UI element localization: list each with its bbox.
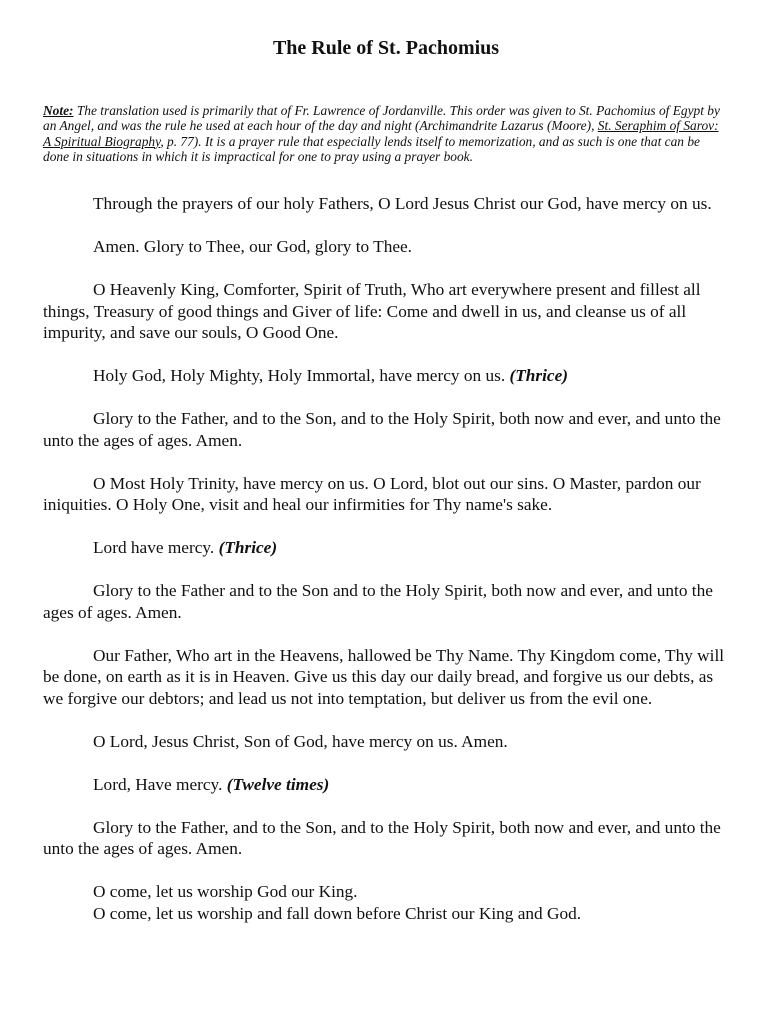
prayer-text: O Most Holy Trinity, have mercy on us. O Lord, blot out our sins. O Master, pardon our iniquities. O Holy One, visit and heal our infirmities for Thy name's sake.	[43, 473, 701, 515]
translation-note	[43, 103, 729, 164]
rubric: (Twelve times)	[226, 774, 330, 794]
note-label: Note:	[43, 103, 74, 118]
prayer-paragraph	[43, 774, 729, 796]
prayer-paragraph	[43, 365, 729, 387]
document-page	[43, 36, 729, 924]
prayer-paragraph	[43, 236, 729, 258]
prayer-text: Holy God, Holy Mighty, Holy Immortal, have mercy on us.	[93, 366, 510, 386]
prayer-paragraph	[43, 731, 729, 753]
prayer-paragraph	[43, 408, 729, 451]
prayer-text: O Lord, Jesus Christ, Son of God, have mercy on us. Amen.	[93, 731, 508, 751]
rubric: (Thrice)	[218, 538, 278, 558]
prayer-text: Through the prayers of our holy Fathers, O Lord Jesus Christ our God, have mercy on us.	[93, 194, 712, 214]
prayer-paragraph	[43, 279, 729, 344]
prayer-text: Glory to the Father, and to the Son, and to the Holy Spirit, both now and ever, and unto the unto the ages of ages. Amen.	[43, 817, 721, 859]
prayer-text: Our Father, Who art in the Heavens, hallowed be Thy Name. Thy Kingdom come, Thy will be done, on earth as it is in Heaven. Give us this day our daily bread, and forgive us our debts, as we forgive our debtors; and lead us not into temptation, but deliver us from the evil one.	[43, 645, 725, 708]
prayer-text: Amen. Glory to Thee, our God, glory to Thee.	[93, 237, 413, 257]
prayer-text: Glory to the Father, and to the Son, and to the Holy Spirit, both now and ever, and unto the unto the ages of ages. Amen.	[43, 409, 721, 450]
prayer-paragraph	[43, 473, 729, 516]
note-text-before-book: The translation used is primarily that of Fr. Lawrence of Jordanville. This order was given to St. Pachomius of Egypt by an Angel, and was the rule he used at each hour of the day and night (Archimandrite Lazarus (Moore),	[43, 103, 720, 134]
prayer-text: Lord, Have mercy.	[93, 774, 227, 794]
prayer-text: O Heavenly King, Comforter, Spirit of Truth, Who art everywhere present and fillest all things, Treasury of good things and Giver of life: Come and dwell in us, and cleanse us of all impurity, and save our souls, O Good One.	[43, 280, 701, 343]
document-title: The Rule of St. Pachomius	[272, 37, 500, 59]
closing-line: O come, let us worship and fall down before Christ our King and God.	[93, 903, 582, 923]
prayer-text: Lord have mercy.	[93, 538, 219, 558]
prayer-paragraph	[43, 580, 729, 623]
note-text-after-book: , p. 77). It is a prayer rule that especially lends itself to memorization, and as such is one that can be done in situations in which it is impractical for one to pray using a prayer book.	[43, 133, 700, 164]
prayer-paragraph	[43, 193, 729, 215]
prayer-paragraph	[43, 645, 729, 710]
closing-line: O come, let us worship God our King.	[93, 882, 358, 902]
prayer-paragraph	[43, 537, 729, 559]
prayer-paragraph	[43, 817, 729, 860]
rubric: (Thrice)	[509, 366, 569, 386]
book-reference: St. Seraphim of Sarov: A Spiritual Biography	[43, 118, 719, 149]
prayer-text: Glory to the Father and to the Son and to the Holy Spirit, both now and ever, and unto the ages of ages. Amen.	[43, 581, 713, 622]
